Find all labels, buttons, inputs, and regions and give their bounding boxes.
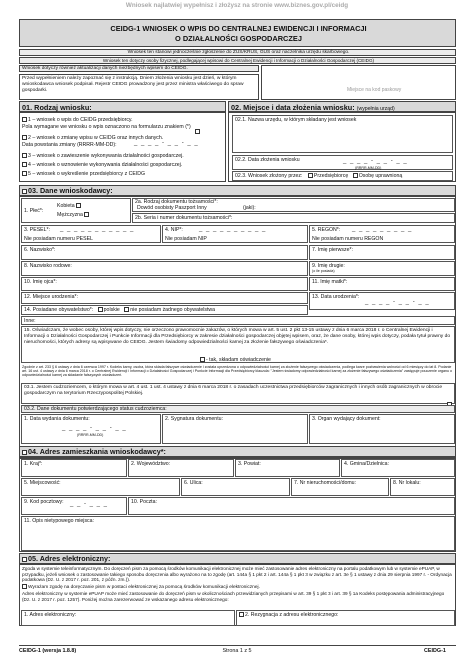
footer-left: CEIDG-1 (wersja 1.8.8) bbox=[19, 648, 77, 654]
footer-right: CEIDG-1 bbox=[424, 648, 446, 654]
regon-input[interactable]: _ _ _ _ _ _ _ _ _ bbox=[352, 226, 413, 232]
voivodeship-field[interactable] bbox=[128, 459, 234, 477]
id-document-number-field[interactable] bbox=[132, 213, 455, 223]
option-3-label: 3 – wniosek o zawieszenie wykonywania działalności gospodarczej. bbox=[28, 153, 184, 159]
citizenship-polish-checkbox[interactable] bbox=[98, 307, 103, 312]
second-name-note: (o ile posiada) bbox=[312, 269, 335, 273]
citizenship-polish-label: polskie bbox=[103, 307, 120, 313]
intro-text-3: Wniosek dotyczy również aktualizacji danych niezbędnych wpisem do CEIDG. bbox=[22, 66, 188, 71]
mother-name-field[interactable] bbox=[309, 277, 455, 291]
option-4-checkbox[interactable] bbox=[22, 162, 27, 167]
father-name-field[interactable] bbox=[21, 277, 308, 291]
section-05-body bbox=[19, 564, 456, 626]
citizenship-field bbox=[21, 305, 308, 315]
notice-text: Przed wypełnieniem należy zapoznać się z instrukcją. Dniem złożenia wniosku jest dzień, w którym wnioskodawca wniosek podpisał. Rejestr CEIDG prowadzony jest przez ministra właściwego do spraw gospodarki. bbox=[22, 76, 244, 93]
declaration-15-text: 15. Oświadczam, że wobec osoby, której wpis dotyczy, nie orzeczono prawomocnie zakazów, o których mowa w art. 5 ust. 2 pkt 13-15 ustawy z dnia 6 marca 2018 r. o Centralnej Ewidencji i Informacji o Działalności Gospodarczej i Punkcie Informacji dla Przedsiębiorcy w zakresie działalności gospodarczej objętej wpisem, oraz, że dane osoby, której wpis dotyczy, podała tytuł prawny do nieruchomości, których adresy są wpisywane do CEIDG. Jestem świadomy odpowiedzialności karnej za złożenie fałszywego oświadczenia*. bbox=[24, 328, 451, 345]
gender-female-checkbox[interactable] bbox=[76, 203, 81, 208]
doc-issue-date-label: 1. Data wydania dokumentu: bbox=[24, 416, 90, 422]
section-03-title: 03. Dane wnioskodawcy: bbox=[28, 186, 113, 195]
section-03-header bbox=[19, 185, 456, 196]
citizenship-none-label: nie posiadam żadnego obywatelstwa bbox=[130, 307, 216, 313]
submitted-by-label: 02.3. Wniosek złożony przez: bbox=[235, 173, 303, 179]
section-02-note: (wypełnia urząd) bbox=[356, 106, 395, 112]
option-2-date-label: Data powstania zmiany (RRRR-MM-DD): bbox=[22, 142, 117, 148]
submission-date-field[interactable] bbox=[232, 155, 453, 170]
section-04-title: 04. Adres zamieszkania wnioskodawcy*: bbox=[28, 447, 166, 456]
county-field[interactable] bbox=[235, 459, 340, 477]
first-name-field[interactable] bbox=[309, 245, 455, 260]
header-banner: Wniosek najlatwiej wypełnisz i złożysz na stronie www.biznes.gov.pl/ceidg bbox=[125, 2, 349, 9]
section-05-header bbox=[19, 553, 456, 564]
option-4-label: 4 – wniosek o wznowienie wykonywania działalności gospodarczej. bbox=[28, 162, 183, 168]
option-1-label: 1 – wniosek o wpis do CEIDG przedsiębiorcy. bbox=[28, 117, 133, 123]
declaration-15-checkbox[interactable] bbox=[200, 357, 205, 362]
doc-issue-date-input[interactable]: _ _ _ _ - _ _ - _ _ bbox=[62, 425, 127, 431]
doc-signature-label: 2. Sygnatura dokumentu: bbox=[165, 416, 223, 422]
section-01-body bbox=[19, 112, 226, 182]
pesel-label: 3. PESEL*: bbox=[24, 227, 50, 233]
section-04-body bbox=[19, 457, 456, 552]
surname-field[interactable] bbox=[21, 245, 308, 260]
father-name-label: 10. Imię ojca*: bbox=[24, 279, 57, 285]
voivodeship-label: 2. Województwo: bbox=[131, 461, 171, 467]
option-2-label: 2 – wniosek o zmianę wpisu w CEIDG oraz innych danych. bbox=[28, 135, 164, 141]
section-03-checkbox[interactable] bbox=[22, 189, 27, 194]
section-03-body bbox=[19, 196, 456, 459]
nip-input[interactable]: _ _ _ _ _ _ _ _ _ _ bbox=[199, 226, 267, 232]
first-name-label: 7. Imię pierwsze*: bbox=[312, 247, 353, 253]
page-title: CEIDG-1 WNIOSEK O WPIS DO CENTRALNEJ EWIDENCJI I INFORMACJI bbox=[110, 24, 367, 33]
declaration-15-confirm[interactable] bbox=[200, 357, 271, 363]
declaration-15-confirm-label: - tak, składam oświadczenie bbox=[206, 357, 271, 363]
entrepreneur-label: Przedsiębiorcę bbox=[313, 173, 349, 179]
section-02-title-text: 02. Miejsce i data złożenia wniosku: bbox=[231, 103, 355, 112]
option-5-label: 5 – wniosek o wykreślenie przedsiębiorcy z CEIDG bbox=[28, 171, 146, 177]
street-label: 6. Ulica: bbox=[184, 480, 203, 486]
intro-line-3 bbox=[19, 65, 259, 72]
gender-field bbox=[21, 198, 131, 223]
declaration-15 bbox=[21, 326, 455, 363]
authorized-person-checkbox[interactable] bbox=[353, 173, 358, 178]
foreigner-doc-title: 03.2. Dane dokumentu potwierdzającego status cudzoziemca: bbox=[24, 406, 167, 412]
option-5-checkbox[interactable] bbox=[22, 171, 27, 176]
foreigner-doc-header bbox=[21, 405, 455, 413]
no-nip-label[interactable]: Nie posiadam NIP bbox=[165, 236, 207, 242]
option-2-checkbox[interactable] bbox=[22, 135, 27, 140]
family-name-field[interactable] bbox=[21, 261, 308, 276]
notice-box bbox=[19, 74, 259, 100]
gender-male-label: Mężczyzna bbox=[57, 212, 83, 218]
electronic-consent[interactable] bbox=[22, 584, 260, 591]
citizenship-label: 14. Posiadane obywatelstwo*: bbox=[24, 307, 94, 313]
birthdate-input[interactable]: _ _ _ _ - _ _ - _ _ bbox=[365, 299, 430, 305]
birthplace-label: 12. Miejsce urodzenia*: bbox=[24, 294, 78, 300]
house-number-field[interactable] bbox=[291, 478, 389, 496]
barcode-area bbox=[261, 65, 456, 100]
birthdate-label: 13. Data urodzenia*: bbox=[312, 294, 360, 300]
barcode-label: Miejsce na kod paskowy bbox=[347, 87, 402, 93]
id-document-other-label: (jaki): bbox=[243, 205, 256, 211]
unusual-location-field[interactable] bbox=[21, 516, 455, 551]
street-field[interactable] bbox=[181, 478, 290, 496]
submission-date-label: 02.2. Data złożenia wniosku bbox=[235, 157, 300, 163]
doc-issue-date-hint: (RRRR-MM-DD) bbox=[77, 433, 104, 437]
title-block bbox=[19, 19, 456, 47]
option-1-note: Pola wymagane we wniosku o wpis oznaczono na formularzu znakiem (*) bbox=[22, 124, 191, 130]
unusual-location-label: 11. Opis nietypowego miejsca: bbox=[24, 518, 94, 524]
section-02-title bbox=[231, 103, 395, 112]
option-4[interactable] bbox=[22, 162, 182, 168]
electronic-consent-label: Wyrażam zgodę na doręczanie pism w postaci elektronicznej za pomocą środków komunikacji elektronicznej. bbox=[28, 584, 260, 590]
epuap-info: Adres elektroniczny w systemie ePUAP może mieć zastosowanie do doręczeń pism w okolicznościach przewidzianych przepisami w art. 39 § 1 pkt 3 i art. 39 § 1a Kodeks postępowania administracyjnego (Dz. U. z 2017 r. poz. 1257). Poniżej można zarezerwować ze wskazanego adresu elektronicznego: bbox=[22, 591, 445, 602]
electronic-consent-checkbox[interactable] bbox=[22, 584, 27, 589]
electronic-resignation-label: 2. Rezygnacja z adresu elektronicznego: bbox=[245, 612, 339, 618]
citizenship-none-checkbox[interactable] bbox=[124, 307, 129, 312]
country-label: 1. Kraj*: bbox=[24, 461, 43, 467]
entrepreneur-checkbox[interactable] bbox=[308, 173, 313, 178]
option-2-date-field[interactable]: _ _ _ _ - _ _ - _ _ bbox=[134, 140, 199, 146]
option-1-marker[interactable] bbox=[195, 123, 201, 141]
house-number-label: 7. Nr nieruchomości/domu: bbox=[294, 480, 356, 486]
birthdate-field[interactable] bbox=[309, 292, 455, 310]
gender-female[interactable] bbox=[57, 203, 82, 209]
section-02-header bbox=[228, 101, 456, 112]
municipality-field[interactable] bbox=[341, 459, 455, 477]
page-subtitle: O DZIAŁALNOŚCI GOSPODARCZEJ bbox=[175, 34, 302, 43]
nip-label: 4. NIP*: bbox=[165, 227, 183, 233]
foreigner-declaration-text: 03.1. Jestem cudzoziemcem, o którym mowa w art. 4 ust. 1 ust. 4 ustawy z dnia 6 marca 2018 r. o zasadach uczestnictwa przedsiębiorców zagranicznych i innych osób zagranicznych w obrocie gospodarczym na terytorium Rzeczypospolitej Polskiej. bbox=[24, 385, 443, 396]
regon-label: 5. REGON*: bbox=[312, 227, 341, 233]
city-label: 5. Miejscowość: bbox=[24, 480, 61, 486]
office-name-field[interactable] bbox=[232, 115, 453, 153]
postal-code-label: 9. Kod pocztowy: bbox=[24, 499, 64, 505]
county-label: 3. Powiat: bbox=[238, 461, 261, 467]
option-5[interactable] bbox=[22, 171, 145, 177]
foreigner-declaration bbox=[21, 383, 455, 404]
option-1-marker-checkbox[interactable] bbox=[195, 129, 200, 134]
office-name-label: 02.1. Nazwa urzędu, w którym składany jest wniosek bbox=[235, 117, 357, 123]
submission-date-input[interactable]: _ _ _ _ - _ _ - _ _ bbox=[343, 158, 408, 164]
citizenship-other-field[interactable] bbox=[21, 316, 455, 325]
submitted-by-field bbox=[232, 171, 453, 181]
birthplace-field[interactable] bbox=[21, 292, 308, 304]
pesel-input[interactable]: _ _ _ _ _ _ _ _ _ _ _ bbox=[60, 226, 135, 232]
second-name-label: 9. Imię drugie: bbox=[312, 263, 345, 269]
intro-line-1 bbox=[19, 49, 456, 56]
section-05-title: 05. Adres elektroniczny: bbox=[28, 554, 111, 563]
gender-male[interactable] bbox=[57, 212, 90, 218]
mother-name-label: 11. Imię matki*: bbox=[312, 279, 348, 285]
electronic-resignation-checkbox[interactable] bbox=[239, 612, 244, 617]
apartment-number-label: 8. Nr lokalu: bbox=[393, 480, 421, 486]
authorized-person-label: Osobę uprawnioną bbox=[358, 173, 403, 179]
footer-page: Strona 1 z 5 bbox=[222, 648, 252, 654]
id-document-type-field bbox=[132, 198, 455, 212]
section-04-header bbox=[19, 446, 456, 457]
citizenship-other-label: Inne: bbox=[24, 318, 36, 324]
surname-label: 6. Nazwisko*: bbox=[24, 247, 56, 253]
doc-signature-field[interactable] bbox=[162, 414, 308, 444]
post-office-field[interactable] bbox=[128, 497, 455, 515]
gender-label: 1. Płeć*: bbox=[24, 208, 44, 214]
country-field[interactable] bbox=[21, 459, 127, 477]
electronic-resignation-field bbox=[236, 610, 455, 626]
intro-text-1: Wniosek ten stanowi jednocześnie zgłoszenie do ZUS/KRUS, GUS oraz naczelnika urzędu skarbowego. bbox=[127, 50, 350, 55]
id-document-options[interactable]: Dowód osobisty Paszport Inny bbox=[137, 205, 207, 211]
id-document-type-label: 2a. Rodzaj dokumentu tożsamości*: bbox=[135, 199, 218, 205]
section-01-header bbox=[19, 101, 226, 112]
option-1[interactable] bbox=[22, 117, 133, 123]
doc-authority-label: 3. Organ wydający dokument: bbox=[312, 416, 381, 422]
gender-female-label: Kobieta bbox=[57, 203, 75, 209]
option-3[interactable] bbox=[22, 153, 184, 159]
no-pesel-label[interactable]: Nie posiadam numeru PESEL bbox=[24, 236, 93, 242]
intro-line-2 bbox=[19, 57, 456, 64]
postal-code-field[interactable] bbox=[21, 497, 127, 515]
section-05-checkbox[interactable] bbox=[22, 557, 27, 562]
no-regon-label[interactable]: Nie posiadam numeru REGON bbox=[312, 236, 384, 242]
city-field[interactable] bbox=[21, 478, 180, 496]
penalty-note: Zgodnie z art. 233 § 6 ustawy z dnia 6 czerwca 1997 r. Kodeks karny, osoba, która składa fałszywe oświadczenie i została uprzedzona o odpowiedzialności karnej za złożenie fałszywego oświadczenia, podlega karze pozbawienia wolności od 6 miesięcy do lat 8. Podanie art. 16 ust. 4 ustawy z dnia 6 marca 2018 r. o Centralnej Ewidencji i Informacji o Działalności Gospodarczej i Punkcie Informacji dla Przedsiębiorcy klauzula: "Jestem świadomy odpowiedzialności karnej za złożenie fałszywego oświadczenia" zastępuje pouczenie organu o odpowiedzialności karnej za składanie fałszywych oświadczeń. bbox=[22, 365, 453, 378]
apartment-number-field[interactable] bbox=[390, 478, 455, 496]
second-name-field[interactable] bbox=[309, 261, 455, 276]
intro-text-2: Wniosek ten dotyczy osoby fizycznej, podlegającej wpisowi do Centralnej Ewidencji i Informacji o Działalności Gospodarczej (CEIDG) bbox=[102, 58, 375, 63]
family-name-label: 8. Nazwisko rodowe: bbox=[24, 263, 72, 269]
electronic-address-info: Zgoda w systemie teleinformatycznym. Do doręczeń pism za pomocą środków komunikacji elektronicznej może mieć zastosowanie adres elektroniczny na portalu podatkowym lub w systemie ePUAP, w przypadku, jeżeli wniosek o zastosowanie takiego sposobu doręczenia albo wyrażono na to zgodę (art. 144a § 1 pkt 2 i art. 144a § 1 pkt 3 w związku z art. 3e § 1 ustawy z dnia 29 sierpnia 1997 r. - Ordynacja podatkowa (Dz. U. z 2017 r. poz. 201, z późn. zm.)). bbox=[22, 566, 452, 583]
option-3-checkbox[interactable] bbox=[22, 153, 27, 158]
gender-male-checkbox[interactable] bbox=[84, 212, 89, 217]
submission-date-hint: (RRRR-MM-DD) bbox=[355, 166, 382, 170]
doc-authority-field[interactable] bbox=[309, 414, 455, 444]
option-1-checkbox[interactable] bbox=[22, 117, 27, 122]
pesel-field[interactable] bbox=[21, 225, 161, 243]
doc-issue-date-field[interactable] bbox=[21, 414, 161, 444]
footer-rule bbox=[19, 645, 456, 646]
electronic-address-field[interactable] bbox=[21, 610, 235, 626]
section-02-body bbox=[228, 112, 456, 182]
electronic-address-label: 1. Adres elektroniczny: bbox=[24, 612, 77, 618]
postal-code-input[interactable]: _ _ - _ _ _ bbox=[70, 501, 109, 507]
section-01-title: 01. Rodzaj wniosku: bbox=[22, 103, 92, 112]
id-document-number-label: 2b. Seria i numer dokumentu tożsamości*: bbox=[135, 215, 233, 221]
section-04-checkbox[interactable] bbox=[22, 450, 27, 455]
regon-field[interactable] bbox=[309, 225, 455, 243]
post-office-label: 10. Poczta: bbox=[131, 499, 157, 505]
nip-field[interactable] bbox=[162, 225, 308, 243]
municipality-label: 4. Gmina/Dzielnica: bbox=[344, 461, 389, 467]
